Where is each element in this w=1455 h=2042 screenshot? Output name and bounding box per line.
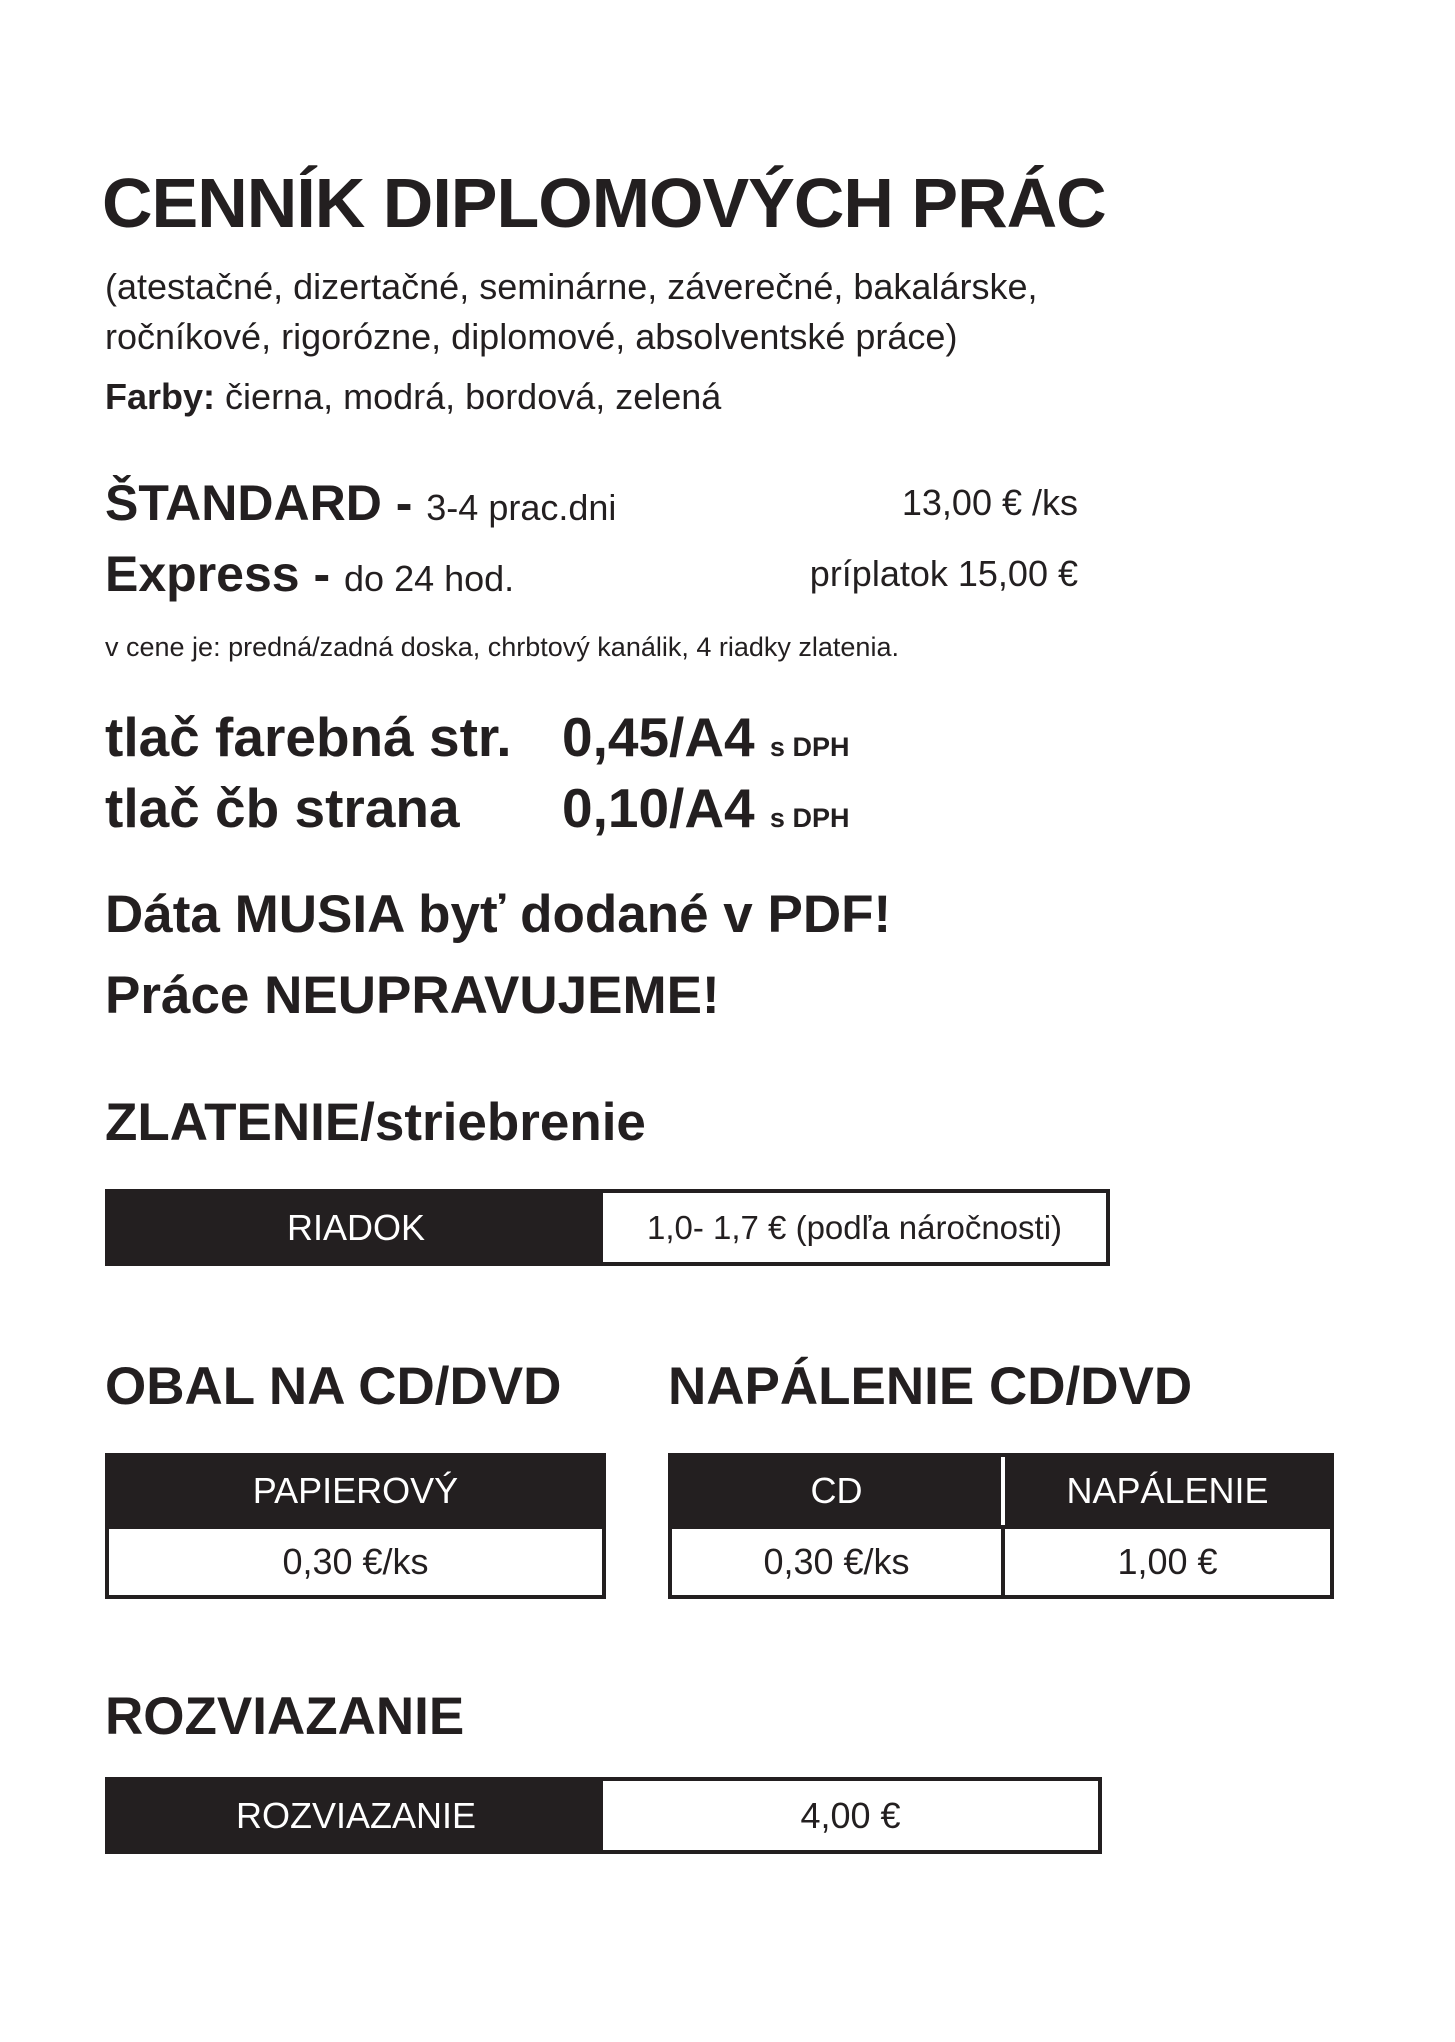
napalenie-value-cd: 0,30 €/ks (672, 1525, 1005, 1595)
obal-value: 0,30 €/ks (109, 1525, 602, 1595)
section-heading-zlatenie: ZLATENIE/striebrenie (105, 1093, 646, 1152)
obal-header: PAPIEROVÝ (109, 1457, 602, 1525)
section-heading-napalenie: NAPÁLENIE CD/DVD (668, 1357, 1193, 1416)
rozviazanie-label: ROZVIAZANIE (109, 1781, 603, 1850)
included-note: v cene je: predná/zadná doska, chrbtový kanálik, 4 riadky zlatenia. (105, 632, 899, 662)
subtitle-line-1: (atestačné, dizertačné, seminárne, záverečné, bakalárske, (105, 266, 1038, 307)
print-bw-label: tlač čb strana (105, 777, 460, 839)
napalenie-header-napalenie: NAPÁLENIE (1005, 1457, 1330, 1525)
service-standard (105, 474, 616, 532)
napalenie-header-cd: CD (672, 1457, 1005, 1525)
service-standard-price: 13,00 € /ks (901, 482, 1078, 523)
print-price-value: 0,45/A4 (562, 706, 755, 768)
colors-line (105, 376, 721, 418)
print-price-value: 0,10/A4 (562, 777, 755, 839)
print-price-suffix: s DPH (769, 803, 850, 833)
service-desc: 3-4 prac.dni (426, 487, 617, 528)
service-desc: do 24 hod. (344, 558, 515, 599)
subtitle-line-2: ročníkové, rigorózne, diplomové, absolventské práce) (105, 316, 958, 357)
print-price-suffix: s DPH (769, 732, 850, 762)
zlatenie-label: RIADOK (109, 1193, 603, 1262)
page-title: CENNÍK DIPLOMOVÝCH PRÁC (102, 164, 1106, 242)
colors-value: čierna, modrá, bordová, zelená (225, 376, 722, 417)
service-express (105, 545, 514, 603)
print-color-price (562, 705, 849, 769)
section-heading-rozviazanie: ROZVIAZANIE (105, 1687, 465, 1746)
section-heading-obal: OBAL NA CD/DVD (105, 1357, 562, 1416)
zlatenie-value: 1,0- 1,7 € (podľa náročnosti) (603, 1193, 1106, 1262)
rozviazanie-value: 4,00 € (603, 1781, 1098, 1850)
warning-no-edits: Práce NEUPRAVUJEME! (105, 966, 720, 1025)
zlatenie-table (105, 1189, 1110, 1266)
warning-pdf: Dáta MUSIA byť dodané v PDF! (105, 885, 892, 944)
print-color-label: tlač farebná str. (105, 706, 512, 768)
obal-table (105, 1453, 606, 1599)
print-bw-price (562, 776, 849, 840)
rozviazanie-table (105, 1777, 1102, 1854)
napalenie-table (668, 1453, 1334, 1599)
napalenie-value-napalenie: 1,00 € (1005, 1525, 1330, 1595)
service-express-price: príplatok 15,00 € (809, 553, 1078, 594)
service-name: ŠTANDARD - (105, 475, 413, 531)
colors-label: Farby: (105, 376, 216, 417)
service-name: Express - (105, 546, 331, 602)
